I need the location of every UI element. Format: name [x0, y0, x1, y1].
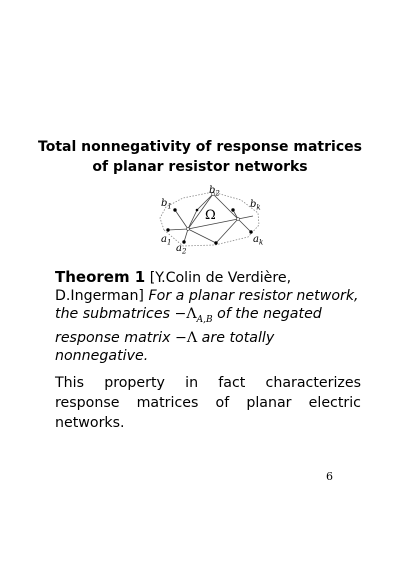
title-line-2: of planar resistor networks: [92, 159, 308, 175]
math-lambda-ab: $-\Lambda_{A,B}$: [174, 306, 213, 325]
label-ak: $a_k$: [253, 234, 264, 247]
slide-title: [0, 137, 400, 177]
label-bk: $b_k$: [250, 199, 261, 212]
label-a2: $a_2$: [176, 243, 187, 256]
theorem-text-3: are totally nonnegative.: [55, 329, 275, 364]
theorem-block: [55, 268, 361, 365]
title-line-1: Total nonnegativity of response matrices: [38, 139, 362, 155]
region-omega-label: Ω: [205, 208, 216, 223]
characterization-paragraph: This property in fact characterizes response matrices of planar electric networks.: [55, 375, 361, 431]
page-number: 6: [326, 470, 333, 483]
label-a1: $a_1$: [161, 234, 172, 247]
math-lambda: −Λ: [175, 329, 198, 346]
theorem-text-2: of the negated response matrix: [55, 306, 322, 346]
network-diagram: [150, 183, 270, 258]
theorem-heading: Theorem 1: [55, 268, 146, 286]
label-b1: $b_1$: [161, 198, 172, 211]
theorem-text-1: For a planar resistor network, the submatrices: [55, 288, 359, 322]
theorem-attribution: [Y.Colin de Verdière, D.Ingerman]: [55, 270, 292, 304]
planar-network-figure: [150, 183, 270, 258]
label-b2: $b_2$: [209, 185, 220, 198]
